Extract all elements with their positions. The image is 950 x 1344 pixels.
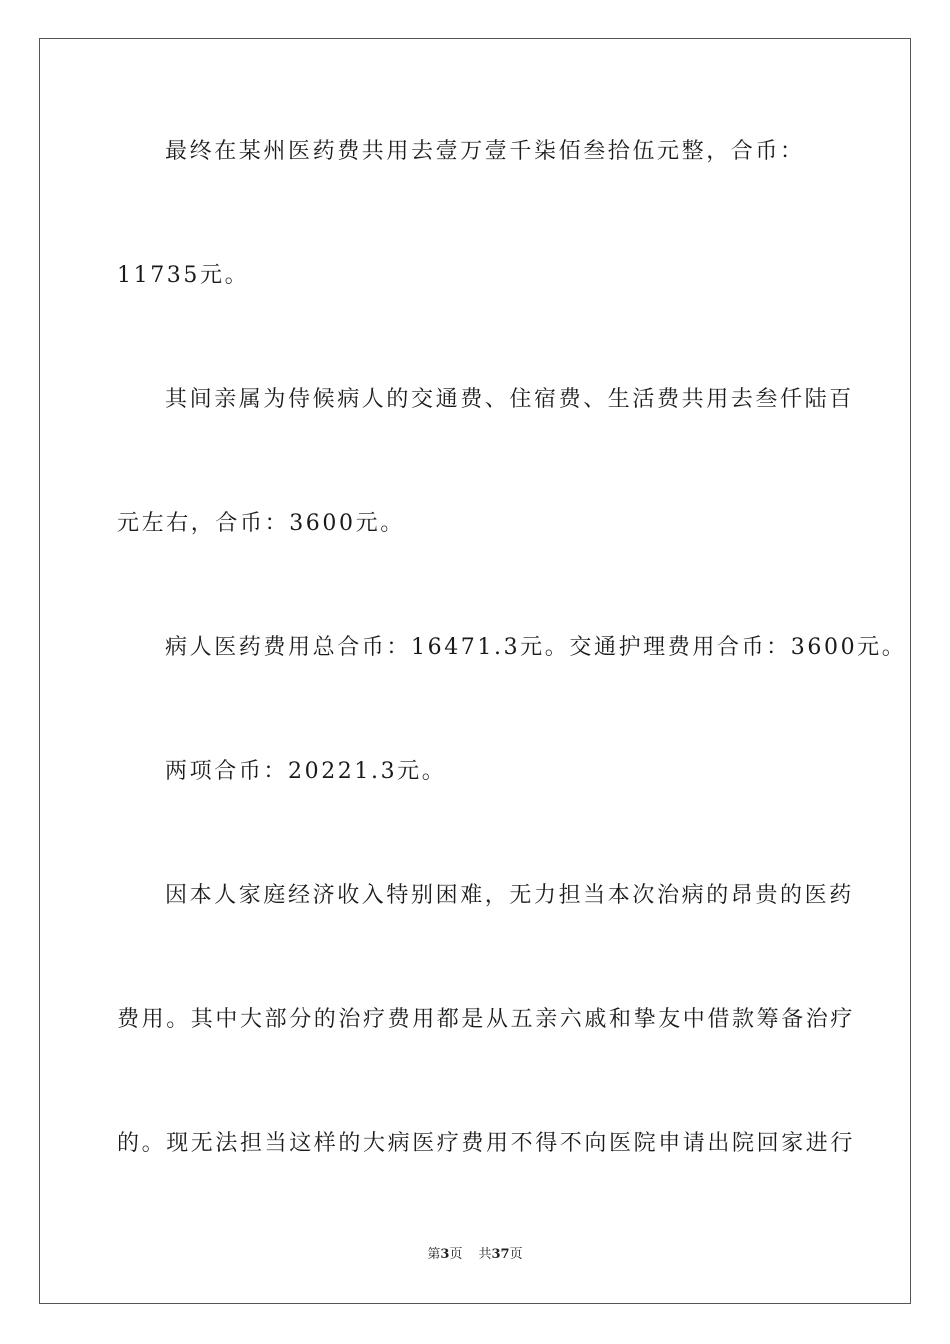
page-footer <box>0 1246 950 1264</box>
paragraph-line-5: 病人医药费用总合币：16471.3元。交通护理费用合币：3600元。 <box>165 635 907 660</box>
paragraph-line-8: 费用。其中大部分的治疗费用都是从五亲六戚和挚友中借款筹备治疗 <box>117 1007 856 1032</box>
footer-total-prefix: 共 <box>478 1247 492 1262</box>
footer-total-suffix: 页 <box>509 1247 523 1262</box>
footer-page-number: 3 <box>440 1247 450 1262</box>
paragraph-line-4: 元左右，合币：3600元。 <box>117 511 405 536</box>
footer-page-prefix: 第 <box>427 1247 441 1262</box>
footer-page-suffix: 页 <box>449 1247 463 1262</box>
page-border <box>39 38 911 1304</box>
paragraph-line-7: 因本人家庭经济收入特别困难，无力担当本次治病的昂贵的医药 <box>165 883 854 908</box>
paragraph-line-2: 11735元。 <box>117 263 250 288</box>
paragraph-line-3: 其间亲属为侍候病人的交通费、住宿费、生活费共用去叁仟陆百 <box>165 387 854 412</box>
paragraph-line-1: 最终在某州医药费共用去壹万壹千柒佰叁拾伍元整，合币： <box>165 139 805 164</box>
paragraph-line-6: 两项合币：20221.3元。 <box>165 759 447 784</box>
footer-total-pages: 37 <box>491 1247 510 1262</box>
paragraph-line-9: 的。现无法担当这样的大病医疗费用不得不向医院申请出院回家进行 <box>117 1131 856 1156</box>
